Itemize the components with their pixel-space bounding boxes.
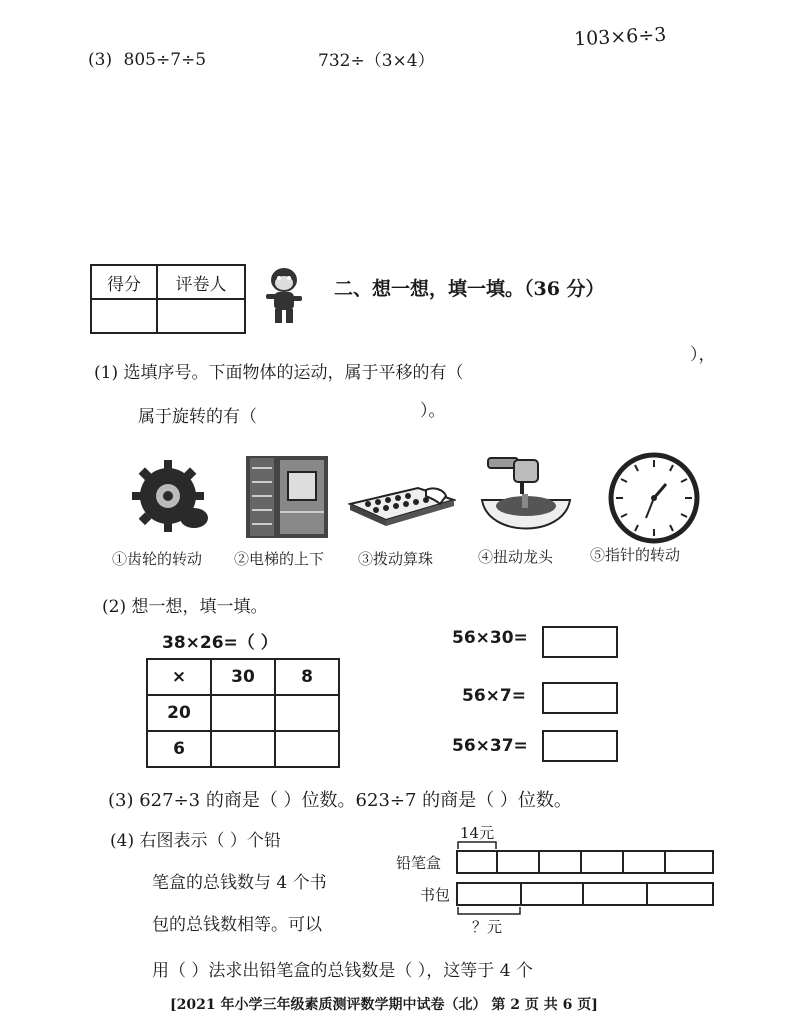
grid-cell[interactable] — [275, 731, 339, 767]
mascot-icon — [262, 264, 306, 326]
grid-header-op: × — [147, 659, 211, 695]
q4-line4: 用（ ）法求出铅笔盒的总钱数是（ ），这等于 4 个 — [152, 961, 533, 981]
pencil-box-bar — [456, 850, 714, 874]
caption-abacus: ③拨动算珠 — [358, 550, 434, 568]
q1-line1-end: ）， — [690, 345, 716, 365]
elevator-icon — [244, 454, 330, 540]
diagram-top-label: 14元 — [460, 824, 495, 842]
section-title: 二、想一想，填一填。（36 分） — [334, 278, 605, 300]
expr-56x37: 56×37= — [452, 736, 528, 756]
grid-row-6: 6 — [147, 731, 211, 767]
q4-line2: 笔盒的总钱数与 4 个书 — [152, 873, 327, 893]
clock-icon — [608, 452, 700, 544]
abacus-icon — [348, 460, 456, 546]
answer-box-56x37[interactable] — [542, 730, 618, 762]
expr-56x7: 56×7= — [462, 686, 526, 706]
grader-cell[interactable] — [157, 299, 245, 333]
grader-header: 评卷人 — [157, 265, 245, 299]
schoolbag-bar — [456, 882, 714, 906]
q1-line1: (1) 选填序号。下面物体的运动，属于平移的有（ — [94, 363, 464, 383]
answer-box-56x30[interactable] — [542, 626, 618, 658]
q3-text: (3) 627÷3 的商是（ ）位数。623÷7 的商是（ ）位数。 — [108, 790, 572, 811]
score-cell[interactable] — [91, 299, 157, 333]
question-3-label — [88, 50, 206, 70]
diagram-row1-label: 铅笔盒 — [396, 854, 442, 872]
diagram-bottom-label: ？元 — [472, 918, 503, 936]
q2-expression: 38×26=（ ） — [162, 633, 278, 653]
score-table — [90, 264, 246, 334]
gear-icon — [128, 456, 214, 542]
answer-box-56x7[interactable] — [542, 682, 618, 714]
expression-2: 732÷（3×4） — [318, 51, 435, 71]
top-brace-icon — [456, 838, 498, 850]
diagram-row2-label: 书包 — [420, 886, 451, 904]
q4-line1: (4) 右图表示（ ）个铅 — [110, 831, 281, 851]
q4-line3: 包的总钱数相等。可以 — [152, 915, 322, 935]
page-footer: [2021 年小学三年级素质测评数学期中试卷（北） 第 2 页 共 6 页] — [170, 997, 598, 1013]
q1-line2: 属于旋转的有（ — [138, 407, 257, 427]
expression-3: 103×6÷3 — [573, 23, 667, 51]
score-header: 得分 — [91, 265, 157, 299]
grid-row-20: 20 — [147, 695, 211, 731]
caption-elevator: ②电梯的上下 — [234, 550, 325, 568]
grid-header-30: 30 — [211, 659, 275, 695]
grid-header-8: 8 — [275, 659, 339, 695]
grid-cell[interactable] — [211, 731, 275, 767]
question-number: (3) — [88, 50, 113, 70]
grid-cell[interactable] — [275, 695, 339, 731]
expression-1: 805÷7÷5 — [123, 50, 207, 70]
faucet-icon — [478, 454, 574, 540]
caption-gear: ①齿轮的转动 — [112, 550, 203, 568]
caption-clock: ⑤指针的转动 — [590, 546, 681, 564]
expr-56x30: 56×30= — [452, 628, 528, 648]
grid-cell[interactable] — [211, 695, 275, 731]
caption-faucet: ④扭动龙头 — [478, 548, 554, 566]
q1-line2-end: ）。 — [420, 401, 446, 421]
q2-title: (2) 想一想，填一填。 — [102, 597, 268, 617]
multiplication-grid — [146, 658, 340, 768]
